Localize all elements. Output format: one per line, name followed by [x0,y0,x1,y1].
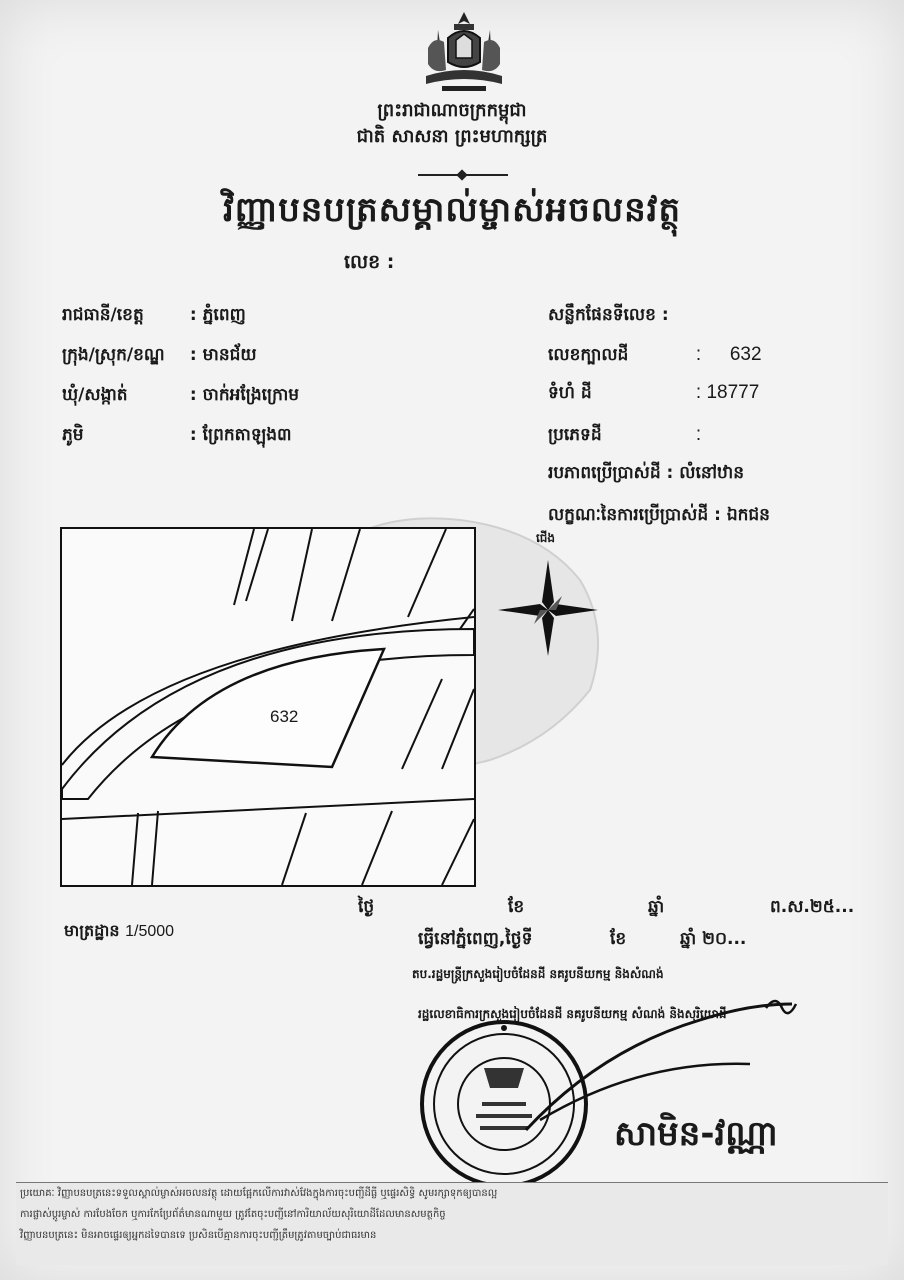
village-value: : ព្រែកតាឡុង៣ [189,425,292,445]
fine-print-line: វិញ្ញាបនបត្រនេះ មិនអាចផ្ទេរឲ្យអ្នកដទៃបានទេ ប្រសិនបើគ្មានការចុះបញ្ជីត្រឹមត្រូវតាមច្បាប់ជាធរមាន [20,1230,377,1241]
map-sheet-row [548,304,669,329]
province-label: រាជធានី/ខេត្ត [62,305,144,325]
done-at-label: ធ្វើនៅភ្នំពេញ,ថ្ងៃទី [418,929,533,949]
use-character-label: លក្ខណៈនៃការប្រើប្រាស់ដី : [548,505,721,525]
done-month-label: ខែ [610,929,627,949]
area-row [548,382,759,407]
certificate-number-label: លេខ : [344,251,395,273]
commune-value: : ចាក់អង្រែក្រោម [189,385,300,405]
parcel-number-sep: : [695,344,702,365]
scale-label: មាត្រដ្ឋាន [64,921,120,940]
parcel-number-row [548,344,762,369]
scale-row [64,920,174,944]
north-compass-icon [496,530,600,660]
district-label: ក្រុង/ស្រុក/ខណ្ឌ [62,345,165,365]
signatory-name: សាមិន-វណ្ណា [614,1114,778,1154]
secretary-line: រដ្ឋលេខាធិការក្រសួងរៀបចំដែនដី នគរូបនីយកម្ម សំណង់ និងសុរិយោដី [418,1007,727,1021]
district-value: : មានជ័យ [189,345,257,365]
done-year-label: ឆ្នាំ ២០... [680,929,747,949]
land-use-row [548,462,744,487]
royal-emblem-icon [418,8,510,94]
province-value: : ភ្នំពេញ [189,305,246,325]
land-type-value: : [695,424,702,445]
district-row [62,344,257,369]
ornament-divider [418,174,508,176]
land-use-label: របភាពប្រើប្រាស់ដី : [548,463,674,483]
date-year-label: ឆ្នាំ [648,897,665,917]
fine-print [16,1182,888,1265]
province-row [62,304,246,329]
area-label: ទំហំ ដី [548,383,592,403]
map-sheet-label: សន្លឹកផែនទីលេខ : [548,305,669,325]
date-day-label: ថ្ងៃ [358,897,375,917]
north-label: ជើង [536,531,556,545]
date-era-label: ព.ស.២៥... [770,897,855,917]
land-use-value: លំនៅឋាន [679,463,745,483]
use-character-value: ឯកជន [726,505,770,525]
motto-heading: ជាតិ សាសនា ព្រះមហាក្សត្រ [356,126,548,147]
fine-print-line: ប្រយោគៈ វិញ្ញាបនបត្រនេះទទួលស្គាល់ម្ចាស់អចលនវត្ថុ ដោយផ្អែកលើការវាស់វែងក្នុងការចុះបញ្ជីដីធ្លី ឬផ្ទេរសិទ្ធិ សូមរក្សាទុកឲ្យបានល្អ [20,1188,498,1199]
commune-row [62,384,299,409]
cadastral-map [60,527,476,887]
village-row [62,424,292,449]
land-type-label: ប្រភេទដី [548,425,602,445]
fine-print-line: ការផ្លាស់ប្តូរម្ចាស់ ការបែងចែក ឬការកែប្រែព័ត៌មានណាមួយ ត្រូវតែចុះបញ្ជីនៅការិយាល័យសុរិយោដីដែលមានសមត្ថកិច្ច [20,1209,446,1220]
parcel-map-drawing [62,529,474,885]
commune-label: ឃុំ/សង្កាត់ [62,385,128,405]
certificate-title: វិញ្ញាបនបត្រសម្គាល់ម្ចាស់អចលនវត្ថុ [222,190,682,230]
land-type-row [548,424,701,449]
ministry-line: តប.រដ្ឋមន្ត្រីក្រសួងរៀបចំដែនដី នគរូបនីយកម្ម និងសំណង់ [412,967,664,981]
kingdom-heading: ព្រះរាជាណាចក្រកម្ពុជា [377,100,527,121]
parcel-map-label: 632 [270,707,299,726]
date-month-label: ខែ [508,897,525,917]
village-label: ភូមិ [62,425,84,445]
parcel-number-value: 632 [729,344,762,365]
area-value: : 18777 [695,382,760,403]
scale-value: 1/5000 [125,923,175,940]
parcel-number-label: លេខក្បាលដី [548,345,629,365]
